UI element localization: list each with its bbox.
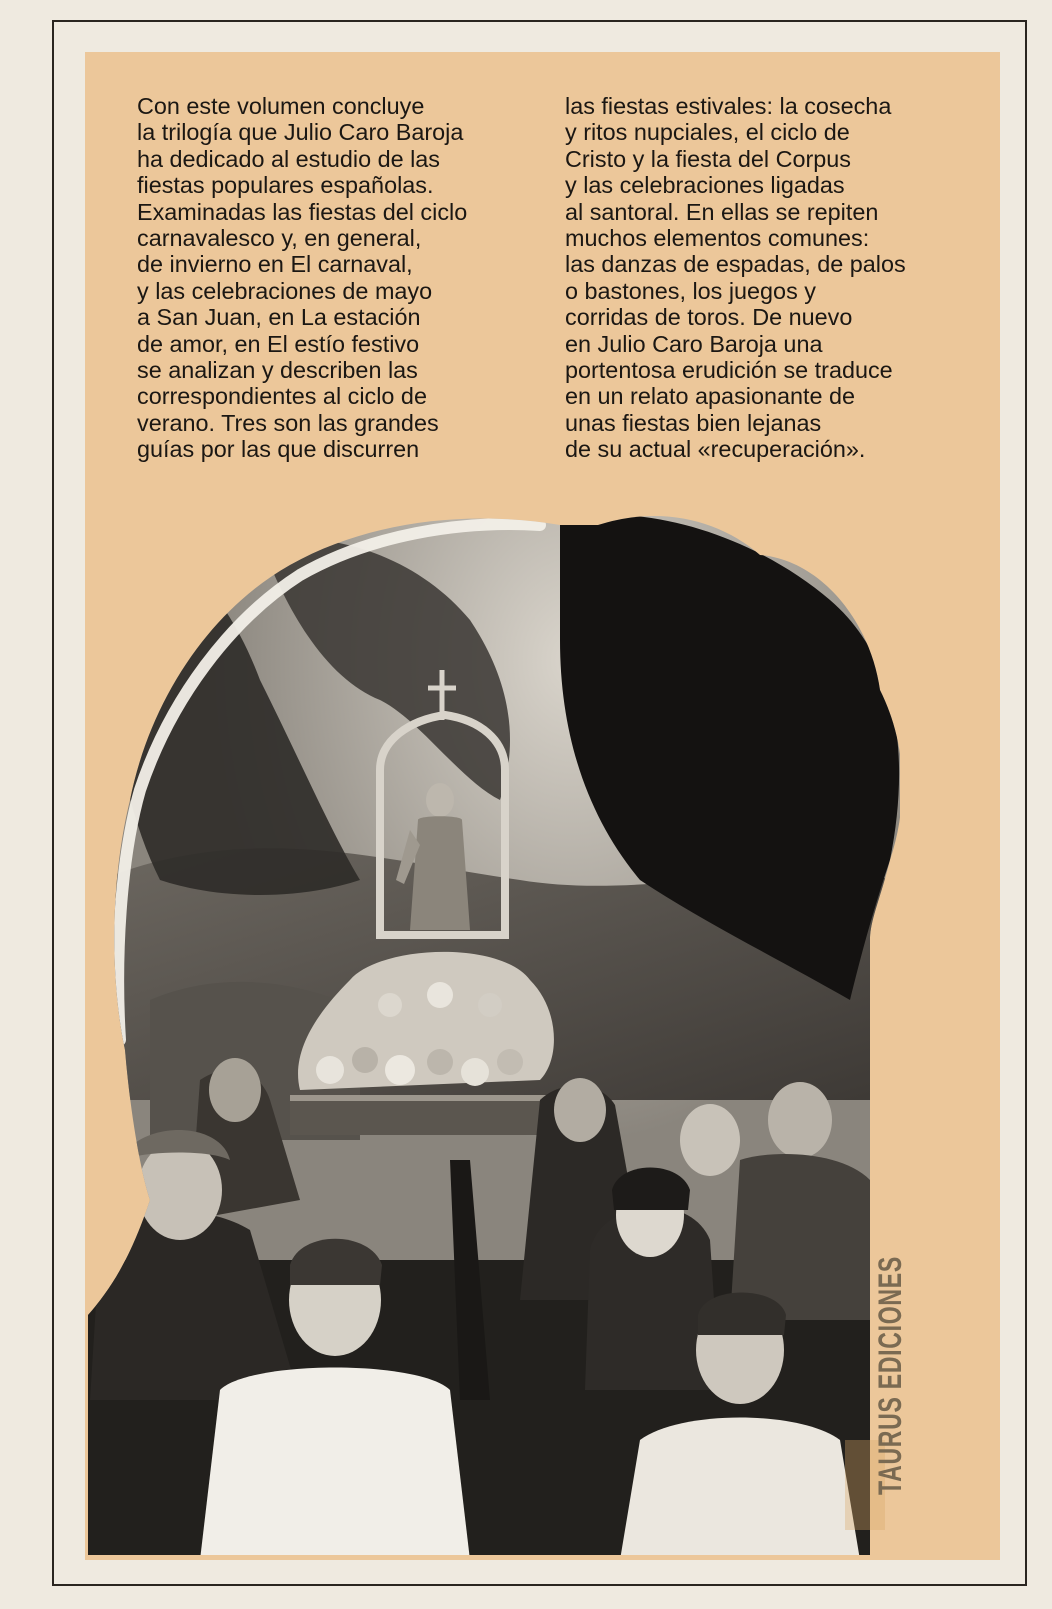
blurb-line: corridas de toros. De nuevo (565, 304, 853, 331)
blurb-line: verano. Tres son las grandes (137, 409, 439, 436)
blurb-line: en un relato apasionante de (565, 383, 856, 410)
blurb-line: carnavalesco y, en general, (137, 225, 422, 252)
blurb-line: las danzas de espadas, de palos (565, 251, 906, 278)
blurb-line: y ritos nupciales, el ciclo de (565, 119, 850, 146)
publisher-name: TAURUS EDICIONES (872, 1256, 908, 1495)
blurb-line: de su actual «recuperación». (565, 436, 866, 463)
blurb-line: correspondientes al ciclo de (137, 383, 427, 410)
blurb-line: unas fiestas bien lejanas (565, 409, 822, 436)
blurb-line: de invierno en El carnaval, (137, 251, 413, 278)
blurb-line: ha dedicado al estudio de las (137, 145, 441, 172)
blurb-line: guías por las que discurren (137, 436, 420, 463)
blurb-line: en Julio Caro Baroja una (565, 330, 823, 357)
blurb-line: a San Juan, en La estación (137, 304, 421, 331)
blurb-line: portentosa erudición se traduce (565, 357, 893, 384)
blurb-line: fiestas populares españolas. (137, 172, 434, 199)
blurb-line: de amor, en El estío festivo (137, 330, 420, 357)
photo-content (80, 500, 900, 1570)
blurb-line: se analizan y describen las (137, 357, 418, 384)
blurb-line: al santoral. En ellas se repiten (565, 198, 879, 225)
blurb-line: las fiestas estivales: la cosecha (565, 93, 892, 119)
blurb-line: Cristo y la fiesta del Corpus (565, 145, 851, 172)
blurb-line: y las celebraciones ligadas (565, 172, 845, 199)
blurb-line: la trilogía que Julio Caro Baroja (137, 119, 464, 146)
blurb-line: muchos elementos comunes: (565, 225, 870, 252)
blurb-line: Examinadas las fiestas del ciclo (137, 198, 468, 225)
blurb-line: Con este volumen concluye (137, 93, 425, 119)
blurb-line: o bastones, los juegos y (565, 277, 816, 304)
blurb-line: y las celebraciones de mayo (137, 277, 433, 304)
